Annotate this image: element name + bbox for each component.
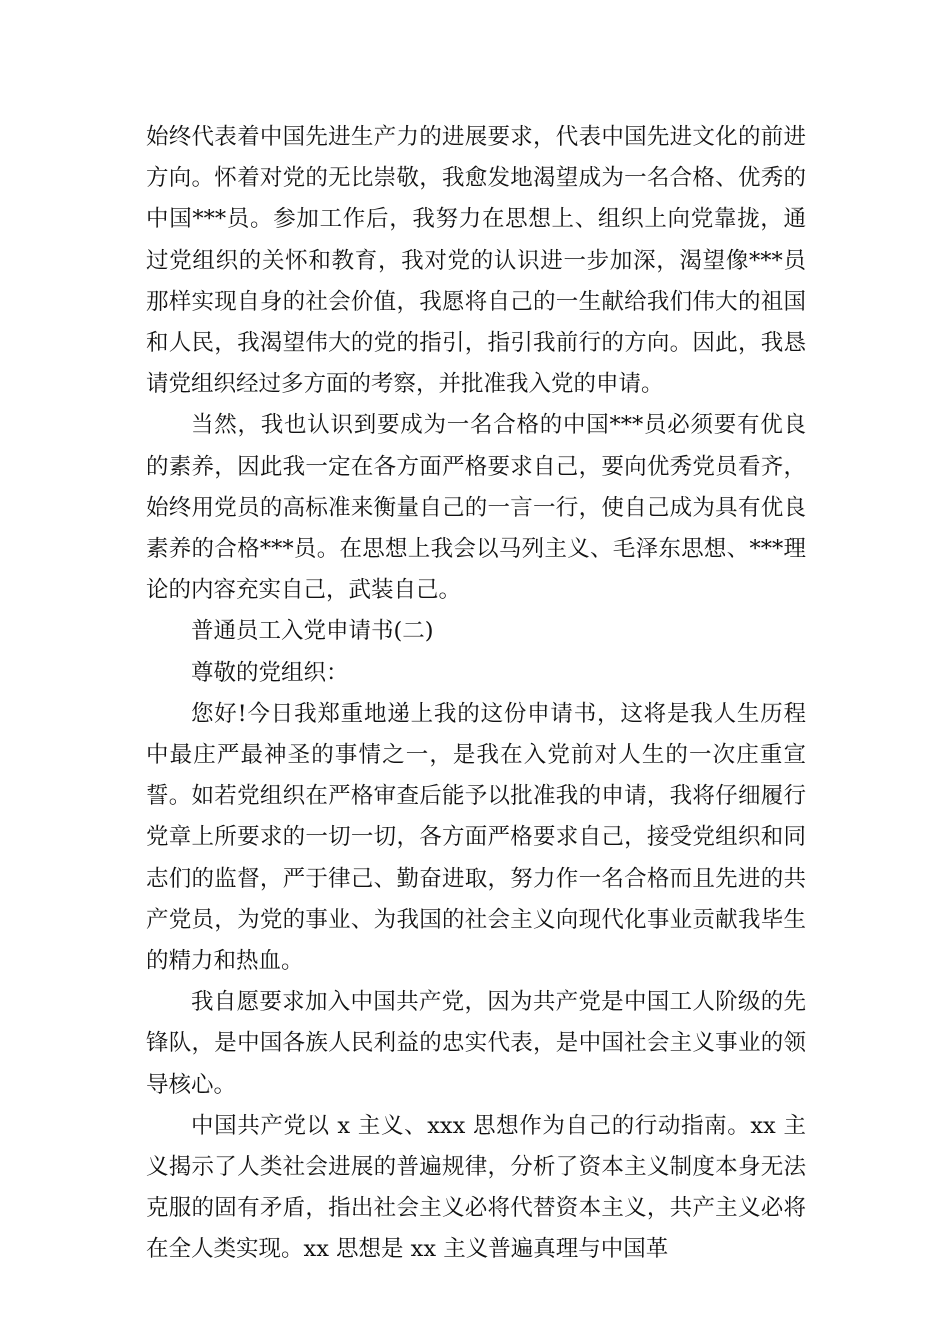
paragraph-5: 中国共产党以 x 主义、xxx 思想作为自己的行动指南。xx 主义揭示了人类社会进展的普遍规律，分析了资本主义制度本身无法克服的固有矛盾，指出社会主义必将代替资本主义，共产主义必将在全人类实现。xx 思想是 xx 主义普遍真理与中国革 <box>146 1112 806 1263</box>
salutation: 尊敬的党组织： <box>191 659 349 686</box>
document-page <box>146 117 806 1271</box>
section-heading: 普通员工入党申请书(二) <box>191 618 434 645</box>
paragraph-2: 当然，我也认识到要成为一名合格的中国***员必须要有优良的素养，因此我一定在各方面严格要求自己，要向优秀党员看齐，始终用党员的高标准来衡量自己的一言一行，使自己成为具有优良素养的合格***员。在思想上我会以马列主义、毛泽东思想、***理论的内容充实自己，武装自己。 <box>146 412 806 604</box>
paragraph-4: 我自愿要求加入中国共产党，因为共产党是中国工人阶级的先锋队，是中国各族人民利益的忠实代表，是中国社会主义事业的领导核心。 <box>146 989 806 1098</box>
paragraph-1: 始终代表着中国先进生产力的进展要求，代表中国先进文化的前进方向。怀着对党的无比崇敬，我愈发地渴望成为一名合格、优秀的中国***员。参加工作后，我努力在思想上、组织上向党靠拢，通过党组织的关怀和教育，我对党的认识进一步加深，渴望像***员那样实现自身的社会价值，我愿将自己的一生献给我们伟大的祖国和人民，我渴望伟大的党的指引，指引我前行的方向。因此，我恳请党组织经过多方面的考察，并批准我入党的申请。 <box>146 124 806 398</box>
paragraph-3: 您好!今日我郑重地递上我的这份申请书，这将是我人生历程中最庄严最神圣的事情之一，是我在入党前对人生的一次庄重宣誓。如若党组织在严格审查后能予以批准我的申请，我将仔细履行党章上所要求的一切一切，各方面严格要求自己，接受党组织和同志们的监督，严于律己、勤奋进取，努力作一名合格而且先进的共产党员，为党的事业、为我国的社会主义向现代化事业贡献我毕生的精力和热血。 <box>146 700 806 975</box>
